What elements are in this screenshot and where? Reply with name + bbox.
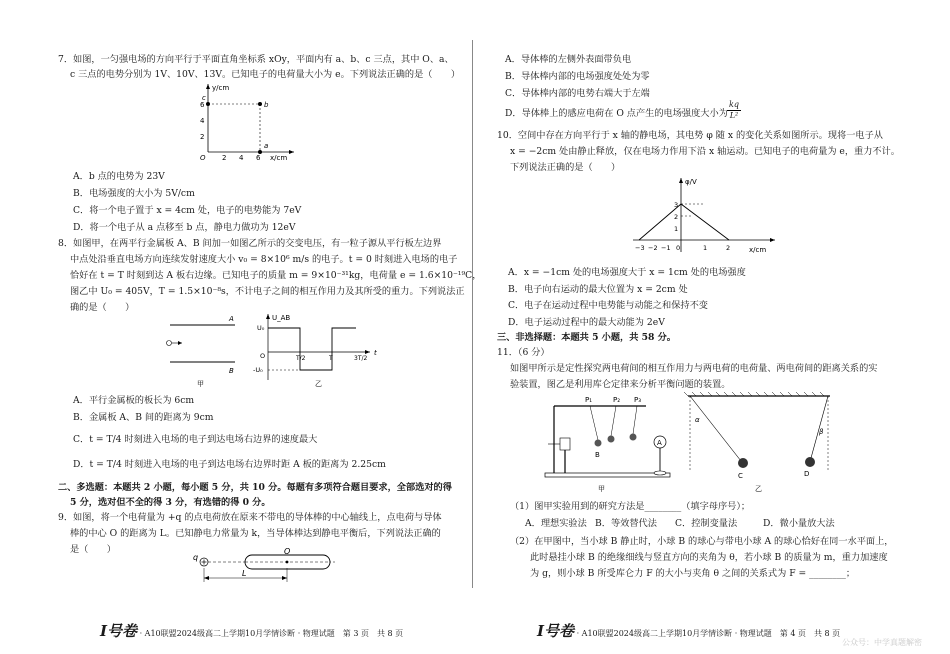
section2-line2: 5 分，选对但不全的得 3 分，有选错的得 0 分。 bbox=[70, 497, 271, 508]
point-b bbox=[258, 102, 262, 106]
q9-line2: 棒的中心 O 的距离为 L。已知静电力常量为 k，当导体棒达到静电平衡后，下列说法正确的 bbox=[70, 528, 441, 539]
q11-sub2-line3: 为 g，则小球 B 所受库仑力 F 的大小与夹角 θ 之间的关系式为 F = ________； bbox=[530, 568, 856, 579]
q7-xtick: 2 bbox=[222, 154, 227, 162]
q11-line1: 如图甲所示是定性探究两电荷间的相互作用力与两电荷的电荷量、两电荷间的距离关系的实 bbox=[510, 363, 878, 374]
b-label: B bbox=[595, 451, 600, 459]
q11-sub1-option-b: B．等效替代法 bbox=[595, 518, 657, 529]
q7-figure bbox=[190, 80, 300, 162]
q11-line2: 验装置，图乙是利用库仑定律来分析平衡问题的装置。 bbox=[510, 379, 731, 390]
q10-line3: 下列说法正确的是（ ） bbox=[510, 162, 621, 173]
ball-b bbox=[595, 440, 602, 447]
q7-a-label: a bbox=[264, 142, 269, 150]
q10-ytick: 2 bbox=[674, 213, 679, 221]
q8-u0-label: U₀ bbox=[257, 324, 265, 332]
q8-option-d: D．t = T/4 时刻进入电场的电子到达电场右边界时距 A 板的距离为 2.25cm bbox=[73, 459, 386, 470]
q10-line2: x = −2cm 处由静止释放，仅在电场力作用下沿 x 轴运动。已知电子的电荷量为 e，重力不计。 bbox=[510, 146, 900, 157]
q7-xtick: 6 bbox=[256, 154, 261, 162]
q10-xtick: −3 bbox=[635, 244, 645, 252]
right-footer bbox=[537, 620, 840, 641]
q10-figure bbox=[625, 174, 785, 258]
c-label: C bbox=[738, 472, 743, 480]
q10-option-b: B．电子向右运动的最大位置为 x = 2cm 处 bbox=[508, 284, 688, 295]
q11-sub1-option-a: A．理想实验法 bbox=[525, 518, 587, 529]
q8-option-c: C．t = T/4 时刻进入电场的电子到达电场右边界的速度最大 bbox=[73, 434, 318, 445]
q8-line5: 确的是（ ） bbox=[70, 302, 135, 313]
q10-option-a: A．x = −1cm 处的电场强度大于 x = 1cm 处的电场强度 bbox=[508, 267, 746, 278]
q8-line3: 恰好在 t = T 时刻到达 A 板右边缘。已知电子的质量 m = 9×10⁻³¹kg，电荷量 e = 1.6×10⁻¹⁹C， bbox=[70, 270, 482, 281]
q10-option-c: C．电子在运动过程中电势能与动能之和保持不变 bbox=[508, 300, 708, 311]
q7-c-label: c bbox=[202, 94, 206, 102]
p1-label: P₁ bbox=[585, 396, 593, 404]
a-label: A bbox=[657, 439, 662, 447]
q8-figure bbox=[160, 310, 390, 390]
q8-line2: 中点处沿垂直电场方向连续发射速度大小 v₀ = 8×10⁶ m/s 的电子。t = 0 时刻进入电场的电子 bbox=[70, 254, 458, 265]
q7-option-a: A．b 点的电势为 23V bbox=[73, 171, 165, 182]
q10-xtick: 0 bbox=[676, 244, 681, 252]
right-page bbox=[497, 0, 945, 654]
q10-xtick: 1 bbox=[703, 244, 708, 252]
q7-option-d: D．将一个电子从 a 点移至 b 点，静电力做功为 12eV bbox=[73, 222, 296, 233]
q11-sub1-option-d: D．微小量放大法 bbox=[763, 518, 835, 529]
q10-y-label: φ/V bbox=[685, 178, 697, 186]
q8-line4: 图乙中 U₀ = 405V，T = 1.5×10⁻⁸s，不计电子之间的相互作用力及其所受的重力。下列说法正 bbox=[70, 286, 465, 297]
q9-o-label: O bbox=[284, 548, 291, 556]
q9-option-b: B．导体棒内部的电场强度处处为零 bbox=[505, 71, 650, 82]
q8-origin: O bbox=[260, 352, 266, 360]
q8-t-axis: t bbox=[374, 349, 377, 357]
brand-logo: I号卷 bbox=[100, 622, 138, 640]
left-footer bbox=[100, 620, 403, 641]
q11-sub2-line2: 此时悬挂小球 B 的绝缘细线与竖直方向的夹角为 θ，若小球 B 的质量为 m，重力加速度 bbox=[530, 552, 888, 563]
q10-xtick: −1 bbox=[661, 244, 671, 252]
section2-line1: 二、多选题：本题共 2 小题，每小题 5 分，共 10 分。每题有多项符合题目要求，全部选对的得 bbox=[58, 482, 452, 493]
left-page bbox=[40, 0, 480, 654]
q8-tick: T/2 bbox=[296, 355, 306, 362]
q11-sub1-option-c: C．控制变量法 bbox=[675, 518, 738, 529]
q10-x-label: x/cm bbox=[749, 246, 767, 254]
left-footer-text: · A10联盟2024级高二上学期10月学情诊断 · 物理试题 第 3 页 共 8 页 bbox=[139, 629, 404, 638]
base-plate bbox=[545, 473, 670, 477]
q9-option-a: A．导体棒的左侧外表面带负电 bbox=[505, 54, 632, 65]
q9d-fraction bbox=[727, 100, 741, 121]
q7-b-label: b bbox=[264, 101, 269, 109]
q7-line2: c 三点的电势分别为 1V、10V、13V。已知电子的电荷量大小为 e。下列说法正确的是（ ） bbox=[70, 69, 461, 80]
ball-d bbox=[805, 457, 815, 467]
q10-xtick: −2 bbox=[648, 244, 658, 252]
q11-sub1: （1）图甲实验用到的研究方法是________（填字母序号）； bbox=[510, 501, 751, 512]
q8-option-a: A．平行金属板的板长为 6cm bbox=[73, 395, 195, 406]
q9-line3: 是（ ） bbox=[70, 544, 116, 555]
q8-fig-yi: 乙 bbox=[315, 380, 322, 388]
fraction-numerator: kq bbox=[729, 100, 739, 109]
q9-line1: 9．如图，将一个电荷量为 +q 的点电荷放在原来不带电的导体棒的中心轴线上，点电荷与导体 bbox=[58, 512, 442, 523]
q8-fig-jia: 甲 bbox=[197, 380, 204, 388]
q11-title: 11．（6 分） bbox=[497, 347, 550, 358]
plate-b-label: B bbox=[229, 367, 234, 375]
q11-fig-jia: 甲 bbox=[598, 485, 605, 493]
q10-option-d: D．电子运动过程中的最大动能为 2eV bbox=[508, 317, 665, 328]
beta-label: β bbox=[819, 428, 824, 436]
potential-curve bbox=[639, 204, 729, 240]
q8-uab-label: U_AB bbox=[272, 314, 291, 322]
q8-line1: 8．如图甲，在两平行金属板 A、B 间加一如图乙所示的交变电压，有一粒子源从平行板左边界 bbox=[58, 238, 442, 249]
fraction-denominator: L² bbox=[729, 111, 739, 120]
p2-label: P₂ bbox=[613, 396, 621, 404]
q11-figure bbox=[540, 392, 880, 494]
q8-tick: T bbox=[329, 355, 333, 362]
q7-ytick: 4 bbox=[200, 117, 205, 125]
q10-xtick: 2 bbox=[726, 244, 731, 252]
q9-option-d: D．导体棒上的感应电荷在 O 点产生的电场强度大小为 bbox=[505, 108, 728, 119]
q9-q-label: q bbox=[193, 553, 199, 562]
q10-line1: 10．空间中存在方向平行于 x 轴的静电场，其电势 φ 随 x 的变化关系如图所示。现将一电子从 bbox=[497, 130, 883, 141]
q7-ytick: 2 bbox=[200, 133, 205, 141]
q7-origin: O bbox=[200, 154, 206, 162]
q8-tick: 3T/2 bbox=[354, 355, 368, 362]
q11-sub2-line1: （2）在甲图中，当小球 B 静止时，小球 B 的球心与带电小球 A 的球心恰好在同一水平面上， bbox=[510, 536, 894, 547]
d-label: D bbox=[804, 470, 810, 478]
q9-figure bbox=[190, 548, 370, 588]
right-footer-text: · A10联盟2024级高二上学期10月学情诊断 · 物理试题 第 4 页 共 8 页 bbox=[576, 629, 841, 638]
q10-ytick: 1 bbox=[674, 225, 679, 233]
q7-option-b: B．电场强度的大小为 5V/cm bbox=[73, 188, 195, 199]
q7-x-label: x/cm bbox=[270, 154, 288, 162]
q9-l-label: L bbox=[242, 569, 247, 578]
q7-ytick: 6 bbox=[200, 101, 205, 109]
q7-option-c: C．将一个电子置于 x = 4cm 处，电子的电势能为 7eV bbox=[73, 205, 302, 216]
q7-xtick: 4 bbox=[239, 154, 244, 162]
q7-y-label: y/cm bbox=[212, 84, 230, 92]
plate-a-label: A bbox=[229, 315, 234, 323]
q11-fig-yi: 乙 bbox=[755, 485, 762, 493]
brand-logo: I号卷 bbox=[537, 622, 575, 640]
section3-heading: 三、非选择题：本题共 5 小题，共 58 分。 bbox=[497, 332, 676, 343]
q10-ytick: 3 bbox=[674, 201, 679, 209]
q8-option-b: B．金属板 A、B 间的距离为 9cm bbox=[73, 412, 214, 423]
watermark: 公众号：中学真题解密 bbox=[842, 638, 922, 647]
q9-option-c: C．导体棒内部的电势右端大于左端 bbox=[505, 88, 650, 99]
q7-line1: 7．如图，一匀强电场的方向平行于平面直角坐标系 xOy，平面内有 a、b、c 三点，其中 O、a、 bbox=[58, 54, 454, 65]
p3-label: P₃ bbox=[634, 396, 642, 404]
point-c bbox=[206, 102, 210, 106]
ball-c bbox=[738, 458, 748, 468]
q8-mu0-label: -U₀ bbox=[253, 366, 263, 374]
alpha-label: α bbox=[695, 416, 700, 424]
